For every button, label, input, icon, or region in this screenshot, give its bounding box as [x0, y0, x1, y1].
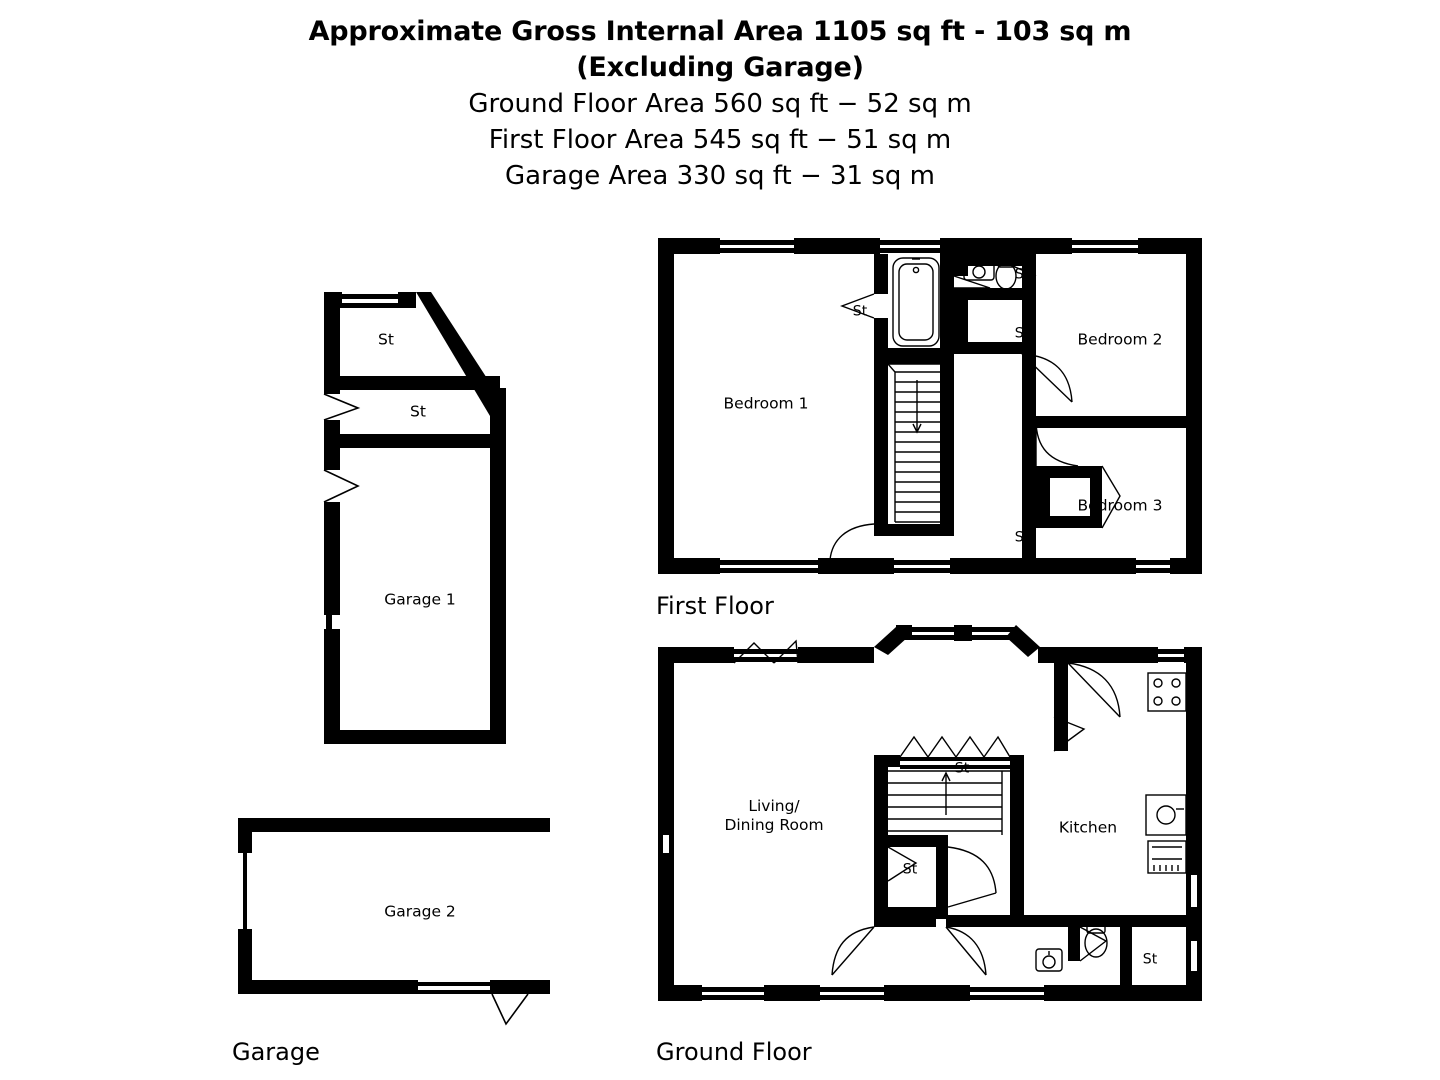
ground-st-wc-label: St [1142, 951, 1158, 968]
first-floor-st-mid-right-label: St [1014, 325, 1030, 342]
bedroom-2-label: Bedroom 2 [1077, 330, 1163, 349]
ground-floor-caption: Ground Floor [656, 1038, 812, 1066]
first-floor-st-upper-right-label: St [1014, 266, 1030, 283]
first-floor-area: First Floor Area 545 sq ft − 51 sq m [488, 125, 952, 155]
living-dining-line-1: Living/ [748, 797, 800, 815]
kitchen-label: Kitchen [1058, 818, 1118, 837]
garage-caption: Garage [232, 1038, 320, 1066]
first-floor-st-lower-right-label: St [1014, 529, 1030, 546]
garage-st-mid-label: St [410, 402, 426, 421]
garage-st-top-label: St [378, 330, 394, 349]
garage-1-plan [300, 280, 560, 760]
ground-floor-area: Ground Floor Area 560 sq ft − 52 sq m [468, 89, 972, 119]
bedroom-3-label: Bedroom 3 [1077, 496, 1163, 515]
page-title [0, 14, 1440, 194]
ground-st-under-stair-label: St [902, 861, 918, 878]
garage-1-label: Garage 1 [384, 590, 456, 609]
garage-2-plan [230, 810, 550, 1040]
garage-area: Garage Area 330 sq ft − 31 sq m [505, 161, 935, 191]
living-dining-line-2: Dining Room [724, 816, 824, 834]
garage-2-label: Garage 2 [384, 902, 456, 921]
living-dining-label [724, 797, 823, 835]
title-line-1: Approximate Gross Internal Area 1105 sq ft - 103 sq m [308, 16, 1132, 47]
first-floor-caption: First Floor [656, 592, 774, 620]
title-line-2: (Excluding Garage) [576, 52, 864, 83]
first-floor-st-left-label: St [852, 303, 868, 320]
ground-st-stair-top-label: St [954, 760, 970, 777]
bedroom-1-label: Bedroom 1 [723, 394, 809, 413]
